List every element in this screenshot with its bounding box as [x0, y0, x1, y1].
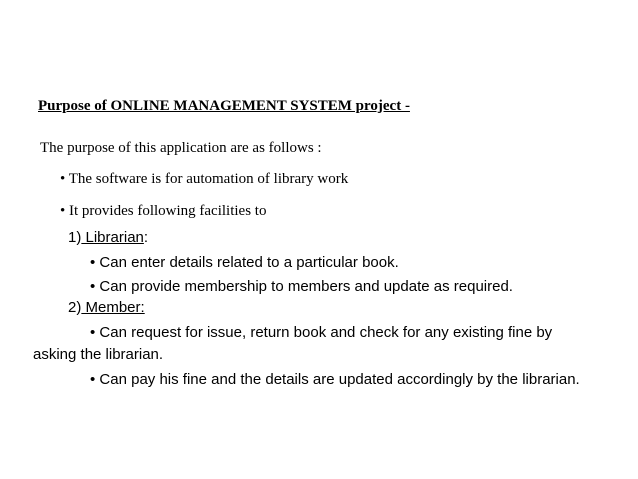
slide-heading: Purpose of ONLINE MANAGEMENT SYSTEM project -	[38, 98, 410, 114]
member-heading	[68, 299, 145, 316]
librarian-item-details: • Can enter details related to a particular book.	[90, 254, 399, 271]
member-number: 2)	[68, 299, 82, 316]
bullet-automation: • The software is for automation of library work	[60, 171, 349, 187]
intro-text: The purpose of this application are as follows :	[40, 140, 322, 156]
librarian-item-membership: • Can provide membership to members and update as required.	[90, 278, 513, 295]
member-item-fine: • Can pay his fine and the details are updated accordingly by the librarian.	[90, 371, 580, 388]
bullet-facilities: • It provides following facilities to	[60, 203, 267, 219]
librarian-title: Librarian	[81, 229, 144, 246]
librarian-suffix: :	[143, 229, 149, 246]
librarian-number: 1)	[68, 229, 82, 246]
librarian-heading	[68, 229, 148, 246]
member-title: Member:	[81, 299, 145, 316]
member-item-request: • Can request for issue, return book and check for any existing fine by	[90, 324, 553, 341]
member-item-request-continued: asking the librarian.	[33, 346, 164, 363]
